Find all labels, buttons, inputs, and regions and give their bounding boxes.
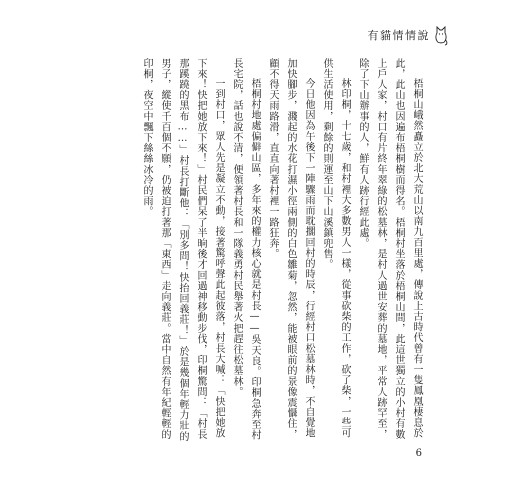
paragraph: 林印桐，十七歲，和村裡大多數男人一樣，從事砍柴的工作，砍了柴，一些可供生活使用，剩餘的則運至山下山溪鎮兜售。 [321, 58, 350, 439]
page-number: 6 [415, 448, 422, 459]
cat-icon [434, 24, 448, 46]
paragraph: 梧桐山峨然矗立於北大荒山以南九百里處，傳說上古時代曾有一隻鳳凰棲息於此，此山也因遍布梧桐樹而得名。梧桐村坐落於梧桐山間，此這世獨立的小村有數上戶人家，村口有片終年翠綠的松墓林，是村人過世安葬的墓地，平常人跡罕至，除了下山辦事的人，鮮有人跡行經此處。 [357, 58, 422, 440]
paragraph: 梧桐村地處偏僻山區，多年來的權力核心就是村長——吳天良。印桐急奔至村長宅院，話也說不清，便領著村長和一隊義勇村民舉著火把趕往松墓林。 [231, 58, 260, 441]
running-header-title: 有貓情情說 [367, 29, 430, 42]
paragraph: 今日他因為午後下一陣驟雨而耽擱回村的時辰，行經村口松墓林時，不自覺地加快腳步，濺起的水花打濕小徑兩側的白色雛菊，忽然，能被眼前的景像震懾住，顧不得天雨路滑，直直向著村裡一路狂奔。 [267, 58, 314, 440]
running-header [368, 24, 449, 46]
paragraph: 一到村口，眾人先是凝立不動，接著驚呼聲此起彼落，村長大喊：「快把她放下來！快把她放下來！」村民們呆了半晌後才回過神移動步伐，印桐驚問：「村長那蹊蹺的黑布……」村長打斷他：「別多問！快抬回義莊！」於是幾個年輕力壯的男子，縱使千百個不願，仍被迫打著那「東西」走向義莊。當中自然有年紀輕輕的印桐，夜空中飄下絲絲冰冷的雨。 [141, 58, 224, 442]
body-text [137, 58, 425, 448]
